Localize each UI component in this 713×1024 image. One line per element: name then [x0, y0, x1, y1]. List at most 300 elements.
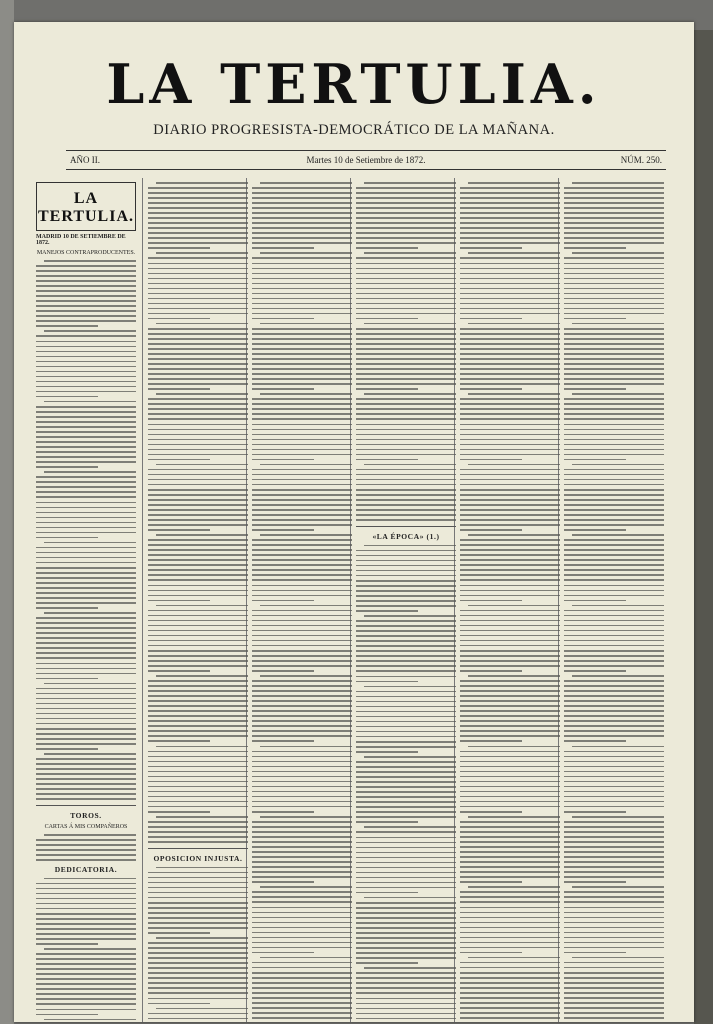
text-line [564, 303, 664, 305]
text-line [148, 992, 248, 994]
text-line [252, 801, 352, 803]
text-line [252, 881, 314, 883]
text-line [460, 408, 560, 410]
text-line [148, 740, 210, 742]
text-line [564, 766, 664, 768]
text-line [564, 610, 664, 612]
text-line [36, 547, 136, 549]
text-line [572, 605, 664, 607]
text-line [148, 459, 210, 461]
text-line [36, 265, 136, 267]
text-line [468, 816, 560, 818]
text-line [252, 554, 352, 556]
text-line [356, 731, 456, 733]
text-line [36, 527, 136, 529]
text-line [148, 564, 248, 566]
text-line [356, 187, 456, 189]
text-line [356, 806, 456, 808]
text-line [356, 786, 456, 788]
text-line [148, 308, 248, 310]
text-line [252, 544, 352, 546]
text-line [356, 278, 456, 280]
text-line [36, 688, 136, 690]
text-line [36, 512, 136, 514]
text-line [36, 386, 136, 388]
text-line [148, 1018, 248, 1020]
text-line [36, 290, 136, 292]
text-line [36, 758, 136, 760]
text-line [564, 665, 664, 667]
text-line [36, 903, 136, 905]
text-line [36, 481, 136, 483]
text-line [564, 484, 664, 486]
text-line [252, 630, 352, 632]
text-line [148, 373, 248, 375]
text-line [460, 786, 560, 788]
text-line [148, 237, 248, 239]
text-line [460, 947, 560, 949]
text-line [36, 421, 136, 423]
text-line [252, 600, 314, 602]
text-line [564, 997, 664, 999]
text-line [252, 353, 352, 355]
text-line [252, 479, 352, 481]
text-line [148, 660, 248, 662]
text-line [564, 796, 664, 798]
text-line [36, 763, 136, 765]
text-line [252, 811, 314, 813]
text-line [148, 207, 248, 209]
text-line [460, 353, 560, 355]
text-line [36, 456, 136, 458]
text-line [36, 718, 136, 720]
text-line [460, 298, 560, 300]
text-line [36, 602, 136, 604]
text-line [460, 625, 560, 627]
text-line [564, 212, 664, 214]
text-line [460, 811, 522, 813]
text-line [148, 710, 248, 712]
text-line [356, 333, 456, 335]
text-line [564, 338, 664, 340]
text-line [148, 615, 248, 617]
text-line [252, 459, 314, 461]
text-line [564, 449, 664, 451]
text-line [460, 559, 560, 561]
text-line [148, 418, 248, 420]
text-line [564, 826, 664, 828]
text-line [252, 841, 352, 843]
text-line [252, 665, 352, 667]
text-line [36, 522, 136, 524]
text-line [564, 343, 664, 345]
text-line [36, 597, 136, 599]
text-line [356, 902, 456, 904]
text-line [356, 942, 456, 944]
text-line [356, 660, 456, 662]
text-line [260, 886, 352, 888]
text-line [564, 298, 664, 300]
text-line [460, 896, 560, 898]
text-line [460, 499, 560, 501]
text-line [148, 544, 248, 546]
text-line [356, 801, 456, 803]
text-line [356, 852, 456, 854]
text-line [356, 726, 456, 728]
text-line [356, 408, 456, 410]
text-line [36, 627, 136, 629]
third-headline: «LA ÉPOCA» (1.) [372, 531, 440, 541]
text-line [36, 668, 136, 670]
text-line [148, 1003, 210, 1005]
text-line [356, 982, 456, 984]
text-line [364, 182, 456, 184]
text-line [252, 821, 352, 823]
text-line [364, 252, 456, 254]
text-line [460, 479, 560, 481]
text-line [564, 197, 664, 199]
text-line [564, 806, 664, 808]
text-line [36, 898, 136, 900]
text-line [252, 429, 352, 431]
text-line [252, 559, 352, 561]
text-line [252, 685, 352, 687]
text-line [460, 942, 560, 944]
text-line [356, 413, 456, 415]
text-line [460, 212, 560, 214]
text-line [460, 273, 560, 275]
text-line [356, 665, 456, 667]
text-line [36, 335, 136, 337]
text-line [36, 351, 136, 353]
text-line [36, 507, 136, 509]
text-line [564, 876, 664, 878]
text-line [564, 398, 664, 400]
text-line [252, 529, 314, 531]
text-line [564, 257, 664, 259]
text-line [460, 705, 560, 707]
text-line [148, 695, 248, 697]
text-line [252, 680, 352, 682]
text-line [356, 288, 456, 290]
text-line [36, 361, 136, 363]
text-line [44, 471, 136, 473]
text-line [460, 308, 560, 310]
text-line [460, 579, 560, 581]
text-line [36, 431, 136, 433]
text-line [356, 439, 456, 441]
dateline: MADRID 10 DE SETIEMBRE DE 1872. [36, 234, 126, 246]
text-line [356, 711, 456, 713]
text-line [564, 695, 664, 697]
text-line [460, 373, 560, 375]
text-line [468, 675, 560, 677]
text-line [460, 434, 560, 436]
text-line [356, 701, 456, 703]
text-line [148, 645, 248, 647]
text-line [252, 574, 352, 576]
text-line [252, 610, 352, 612]
article-body [148, 867, 248, 1022]
text-line [252, 227, 352, 229]
text-line [460, 922, 560, 924]
text-line [148, 912, 248, 914]
text-line [572, 464, 664, 466]
text-line [460, 952, 522, 954]
text-line [148, 489, 248, 491]
text-line [356, 842, 456, 844]
text-line [460, 715, 560, 717]
text-line [252, 569, 352, 571]
text-line [564, 912, 664, 914]
text-line [252, 927, 352, 929]
text-line [36, 893, 136, 895]
text-line [148, 1013, 248, 1015]
text-line [460, 861, 560, 863]
text-line [252, 710, 352, 712]
text-line [148, 388, 210, 390]
text-line [356, 721, 456, 723]
text-line [260, 393, 352, 395]
text-line [36, 305, 136, 307]
text-line [460, 690, 560, 692]
text-line [356, 303, 456, 305]
text-line [252, 972, 352, 974]
text-line [564, 907, 664, 909]
text-line [252, 695, 352, 697]
text-line [148, 257, 248, 259]
text-line [44, 834, 136, 836]
text-line [148, 680, 248, 682]
text-line [36, 320, 136, 322]
text-line [260, 464, 352, 466]
text-line [36, 532, 136, 534]
text-line [252, 645, 352, 647]
text-line [252, 836, 352, 838]
text-line [564, 569, 664, 571]
text-line [468, 886, 560, 888]
text-line [36, 592, 136, 594]
text-line [252, 851, 352, 853]
text-line [356, 499, 456, 501]
text-line [564, 358, 664, 360]
text-line [148, 318, 210, 320]
text-line [468, 746, 560, 748]
text-line [44, 753, 136, 755]
text-line [572, 534, 664, 536]
text-line [36, 366, 136, 368]
text-line [36, 913, 136, 915]
text-line [148, 720, 248, 722]
text-line [460, 469, 560, 471]
text-line [356, 691, 456, 693]
text-line [564, 710, 664, 712]
text-line [36, 341, 136, 343]
text-line [460, 192, 560, 194]
text-line [36, 768, 136, 770]
text-line [356, 444, 456, 446]
text-line [252, 212, 352, 214]
text-line [252, 499, 352, 501]
text-line [148, 303, 248, 305]
text-line [148, 509, 248, 511]
text-line [564, 740, 626, 742]
text-line [148, 358, 248, 360]
text-line [460, 585, 560, 587]
text-line [156, 393, 248, 395]
text-line [252, 247, 314, 249]
text-line [252, 907, 352, 909]
text-line [156, 867, 248, 869]
text-line [364, 615, 456, 617]
dedication-heading: DEDICATORIA. [54, 864, 118, 874]
text-line [572, 886, 664, 888]
text-line [252, 771, 352, 773]
text-line [356, 429, 456, 431]
text-line [356, 917, 456, 919]
text-line [564, 947, 664, 949]
text-line [36, 300, 136, 302]
text-line [148, 247, 210, 249]
text-line [252, 418, 352, 420]
text-line [564, 891, 664, 893]
text-line [356, 479, 456, 481]
text-line [148, 927, 248, 929]
text-line [252, 942, 352, 944]
text-line [356, 1008, 456, 1010]
text-line [356, 383, 456, 385]
text-line [564, 363, 664, 365]
text-line [36, 783, 136, 785]
text-line [356, 575, 456, 577]
text-line [460, 564, 560, 566]
text-line [252, 670, 314, 672]
text-line [468, 393, 560, 395]
text-line [564, 378, 664, 380]
text-line [148, 705, 248, 707]
text-line [356, 197, 456, 199]
text-line [572, 323, 664, 325]
text-line [148, 811, 210, 813]
text-line [460, 257, 560, 259]
text-line [148, 449, 248, 451]
text-line [36, 663, 136, 665]
text-line [356, 630, 456, 632]
text-line [564, 222, 664, 224]
text-line [460, 383, 560, 385]
text-line [564, 373, 664, 375]
text-line [356, 831, 456, 833]
text-line [148, 554, 248, 556]
text-line [460, 846, 560, 848]
text-line [564, 207, 664, 209]
text-line [252, 408, 352, 410]
text-line [252, 595, 352, 597]
text-line [356, 771, 456, 773]
text-line [252, 363, 352, 365]
text-line [356, 227, 456, 229]
text-line [36, 963, 136, 965]
text-line [36, 1014, 98, 1016]
text-line [148, 826, 248, 828]
text-line [148, 408, 248, 410]
text-line [564, 992, 664, 994]
text-line [356, 811, 456, 813]
text-line [564, 328, 664, 330]
text-line [356, 907, 456, 909]
text-line [260, 605, 352, 607]
text-line [252, 896, 352, 898]
text-line [460, 655, 560, 657]
section-title: LA TERTULIA. [37, 190, 134, 225]
text-line [148, 383, 248, 385]
text-line [356, 595, 456, 597]
text-line [252, 217, 352, 219]
column-divider [36, 805, 136, 806]
column-1 [36, 182, 136, 1022]
text-line [460, 766, 560, 768]
text-line [252, 876, 352, 878]
text-line [564, 418, 664, 420]
text-line [252, 328, 352, 330]
text-line [36, 693, 136, 695]
text-line [36, 888, 136, 890]
text-line [356, 570, 456, 572]
text-line [356, 273, 456, 275]
text-line [148, 227, 248, 229]
text-line [564, 308, 664, 310]
text-line [252, 977, 352, 979]
text-line [36, 928, 136, 930]
text-line [356, 293, 456, 295]
text-line [460, 403, 560, 405]
text-line [36, 953, 136, 955]
text-line [252, 751, 352, 753]
text-line [252, 283, 352, 285]
text-line [460, 992, 560, 994]
text-line [252, 997, 352, 999]
text-line [252, 348, 352, 350]
text-line [44, 330, 136, 332]
text-line [460, 821, 560, 823]
text-line [460, 217, 560, 219]
text-line [356, 217, 456, 219]
text-line [460, 524, 560, 526]
text-line [356, 237, 456, 239]
text-line [564, 690, 664, 692]
text-line [36, 713, 136, 715]
text-line [564, 454, 664, 456]
text-line [356, 781, 456, 783]
text-line [148, 952, 248, 954]
text-line [260, 675, 352, 677]
lead-headline: MANEJOS CONTRAPRODUCENTES. [36, 250, 136, 256]
text-line [148, 595, 248, 597]
text-line [364, 545, 456, 547]
text-line [460, 912, 560, 914]
text-line [460, 660, 560, 662]
text-line [460, 615, 560, 617]
text-line [148, 348, 248, 350]
text-line [36, 466, 98, 468]
text-line [148, 529, 210, 531]
text-line [260, 182, 352, 184]
text-line [468, 534, 560, 536]
text-line [252, 992, 352, 994]
text-line [148, 670, 210, 672]
text-line [148, 333, 248, 335]
text-line [148, 353, 248, 355]
